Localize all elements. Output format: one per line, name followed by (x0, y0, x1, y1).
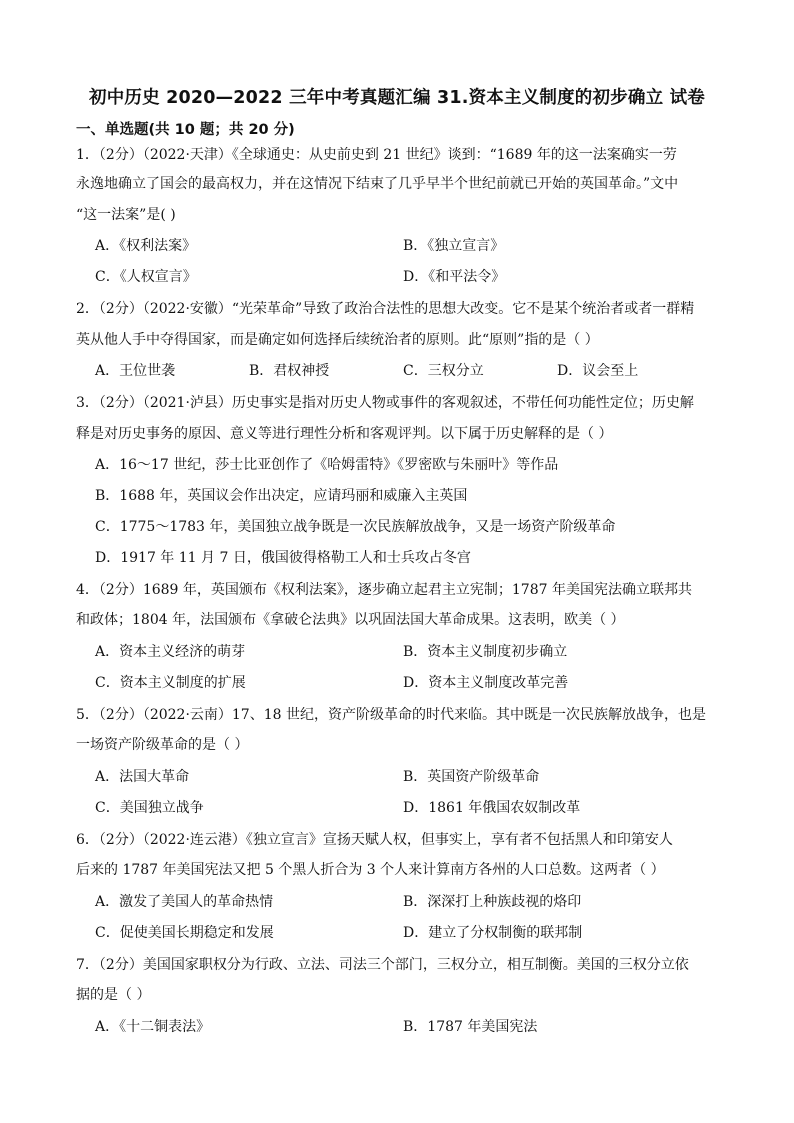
question-text: 释是对历史事务的原因、意义等进行理性分析和客观评判。以下属于历史解释的是（ ） (76, 426, 613, 442)
question-text: 英从他人手中夺得国家，而是确定如何选择后续统治者的原则。此“原则”指的是（ ） (76, 332, 599, 348)
question-text: 一场资产阶级革命的是（ ） (76, 737, 249, 753)
option-a: A．16～17 世纪，莎士比亚创作了《哈姆雷特》《罗密欧与朱丽叶》等作品 (95, 457, 559, 473)
option-c: C．1775～1783 年，美国独立战争既是一次民族解放战争，又是一场资产阶级革命 (95, 519, 616, 535)
option-c: C．促使美国长期稳定和发展 (95, 925, 274, 941)
option-c: C．美国独立战争 (95, 800, 204, 816)
option-d: D．《和平法令》 (403, 269, 506, 285)
option-b: B．深深打上种族歧视的烙印 (403, 894, 582, 910)
option-b: B．《独立宣言》 (403, 238, 505, 254)
option-d: D．1861 年俄国农奴制改革 (403, 800, 581, 816)
question-text: 4．（2分）1689 年，英国颁布《权利法案》，逐步确立起君主立宪制；1787 年美国宪法确立联邦共 (76, 582, 692, 598)
option-a: A．资本主义经济的萌芽 (95, 644, 246, 660)
question-text: 2．（2分）（2022·安徽）“光荣革命”导致了政治合法性的思想大改变。它不是某个统治者或者一群精 (76, 301, 695, 317)
question-text: 后来的 1787 年美国宪法又把 5 个黑人折合为 3 个人来计算南方各州的人口总数。这两者（ ） (76, 862, 665, 878)
option-c: C．资本主义制度的扩展 (95, 675, 246, 691)
section-heading: 一、单选题(共 10 题；共 20 分) (76, 122, 295, 138)
question-text: 和政体；1804 年，法国颁布《拿破仑法典》以巩固法国大革命成果。这表明，欧美（ ） (76, 612, 625, 628)
question-text: 1．（2分）（2022·天津）《全球通史：从史前史到 21 世纪》谈到：“1689 年的这一法案确实一劳 (76, 147, 677, 163)
question-text: 7．（2分）美国国家职权分为行政、立法、司法三个部门，三权分立，相互制衡。美国的三权分立依 (76, 957, 689, 973)
option-c: C．三权分立 (403, 363, 484, 379)
question-text: 据的是（ ） (76, 987, 151, 1003)
option-b: B．英国资产阶级革命 (403, 769, 540, 785)
option-a: A．王位世袭 (95, 363, 176, 379)
option-a: A．《权利法案》 (95, 238, 197, 254)
option-a: A．激发了美国人的革命热情 (95, 894, 274, 910)
option-a: A．《十二铜表法》 (95, 1019, 211, 1035)
question-text: “这一法案”是( ) (76, 207, 176, 223)
option-b: B．资本主义制度初步确立 (403, 644, 568, 660)
option-d: D．议会至上 (557, 363, 639, 379)
option-c: C．《人权宣言》 (95, 269, 197, 285)
option-d: D．建立了分权制衡的联邦制 (403, 925, 583, 941)
option-b: B．1688 年，英国议会作出决定，应请玛丽和威廉入主英国 (95, 488, 468, 504)
option-a: A．法国大革命 (95, 769, 190, 785)
option-b: B．君权神授 (249, 363, 330, 379)
question-text: 6．（2分）（2022·连云港）《独立宣言》宣扬天赋人权，但事实上，享有者不包括黑人和印第安人 (76, 832, 673, 848)
option-b: B．1787 年美国宪法 (403, 1019, 538, 1035)
question-text: 3．（2分）（2021·泸县）历史事实是指对历史人物或事件的客观叙述，不带任何功能性定位；历史解 (76, 395, 694, 411)
question-text: 5．（2分）（2022·云南）17、18 世纪，资产阶级革命的时代来临。其中既是一次民族解放战争，也是 (76, 707, 706, 723)
option-d: D．1917 年 11 月 7 日，俄国彼得格勒工人和士兵攻占冬宫 (95, 550, 471, 566)
question-text: 永逸地确立了国会的最高权力，并在这情况下结束了几乎早半个世纪前就已开始的英国革命。”文中 (76, 176, 679, 192)
page-title: 初中历史 2020—2022 三年中考真题汇编 31.资本主义制度的初步确立 试卷 (89, 88, 705, 108)
option-d: D．资本主义制度改革完善 (403, 675, 569, 691)
